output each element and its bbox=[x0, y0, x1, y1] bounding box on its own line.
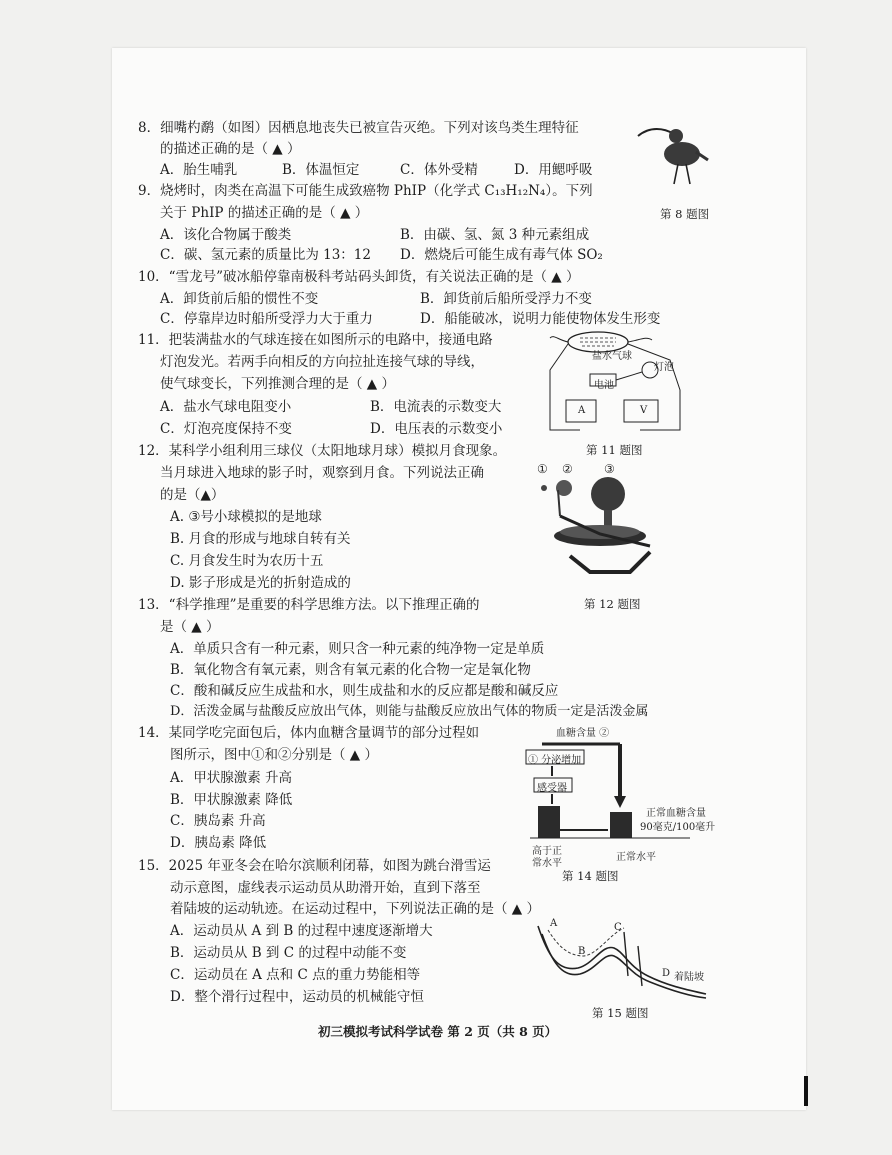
q14-fig-normal-sugar-value: 90毫克/100毫升 bbox=[640, 822, 716, 833]
point-a-label: A bbox=[550, 918, 558, 929]
q15-stem-line2: 动示意图，虚线表示运动员从助滑开始，直到下落至 bbox=[170, 880, 481, 896]
q12-option-c: C. 月食发生时为农历十五 bbox=[170, 553, 324, 569]
ball-label-3: ③ bbox=[604, 462, 615, 476]
q14-stem-line2: 图所示，图中①和②分别是（ ▲ ） bbox=[170, 747, 378, 763]
orrery-figure bbox=[530, 476, 660, 586]
q11-option-b: B．电流表的示数变大 bbox=[370, 399, 502, 415]
point-c-label: C bbox=[614, 922, 622, 933]
q14-fig-receptor-box: 感受器 bbox=[537, 783, 567, 794]
q8-stem-line2: 的描述正确的是（ ▲ ） bbox=[160, 141, 301, 157]
q15-option-a: A．运动员从 A 到 B 的过程中速度逐渐增大 bbox=[170, 923, 433, 939]
label-salt-balloon: 盐水气球 bbox=[592, 351, 632, 362]
q14-option-c: C．胰岛素 升高 bbox=[170, 813, 266, 829]
q14-caption: 第 14 题图 bbox=[562, 869, 619, 883]
q14-stem-line1: 14．某同学吃完面包后，体内血糖含量调节的部分过程如 bbox=[138, 725, 480, 741]
q9-option-b: B．由碳、氢、氮 3 种元素组成 bbox=[400, 227, 590, 243]
q10-option-a: A．卸货前后船的惯性不变 bbox=[160, 291, 319, 307]
q9-option-d: D．燃烧后可能生成有毒气体 SO₂ bbox=[400, 247, 603, 263]
label-bulb: 灯泡 bbox=[654, 362, 674, 373]
q11-caption: 第 11 题图 bbox=[586, 443, 643, 457]
q15-option-d: D．整个滑行过程中，运动员的机械能守恒 bbox=[170, 989, 424, 1005]
q9-stem-line2: 关于 PhIP 的描述正确的是（ ▲ ） bbox=[160, 205, 369, 221]
q9-stem-line1: 9．烧烤时，肉类在高温下可能生成致癌物 PhIP（化学式 C₁₃H₁₂N₄）。下列 bbox=[138, 183, 593, 199]
q10-option-c: C．停靠岸边时船所受浮力大于重力 bbox=[160, 311, 373, 327]
q13-option-a: A．单质只含有一种元素，则只含一种元素的纯净物一定是单质 bbox=[170, 641, 545, 657]
q8-option-d: D．用鳃呼吸 bbox=[514, 162, 593, 178]
q11-stem-line1: 11．把装满盐水的气球连接在如图所示的电路中，接通电路 bbox=[138, 332, 493, 348]
q10-stem: 10．“雪龙号”破冰船停靠南极科考站码头卸货，有关说法正确的是（ ▲ ） bbox=[138, 269, 580, 285]
q13-option-d: D．活泼金属与盐酸反应放出气体，则能与盐酸反应放出气体的物质一定是活泼金属 bbox=[170, 704, 649, 719]
blood-sugar-diagram bbox=[520, 730, 700, 860]
q13-option-c: C．酸和碱反应生成盐和水，则生成盐和水的反应都是酸和碱反应 bbox=[170, 683, 559, 699]
q12-stem-line1: 12．某科学小组利用三球仪（太阳地球月球）模拟月食现象。 bbox=[138, 443, 507, 459]
q8-option-c: C．体外受精 bbox=[400, 162, 478, 178]
point-d-label: D bbox=[662, 968, 671, 979]
q10-option-b: B．卸货前后船所受浮力不变 bbox=[420, 291, 592, 307]
q13-stem-line1: 13．“科学推理”是重要的科学思维方法。以下推理正确的 bbox=[138, 597, 480, 613]
q15-option-b: B．运动员从 B 到 C 的过程中动能不变 bbox=[170, 945, 407, 961]
landing-slope-label: 着陆坡 bbox=[674, 972, 704, 983]
page-footer: 初三模拟考试科学试卷 第 2 页（共 8 页） bbox=[318, 1024, 558, 1039]
ball-label-1: ① bbox=[537, 462, 548, 476]
q15-stem-line1: 15．2025 年亚冬会在哈尔滨顺利闭幕，如图为跳台滑雪运 bbox=[138, 858, 491, 874]
q8-option-b: B．体温恒定 bbox=[282, 162, 360, 178]
ball-label-2: ② bbox=[562, 462, 573, 476]
q11-stem-line3: 使气球变长，下列推测合理的是（ ▲ ） bbox=[160, 376, 395, 392]
q11-option-c: C．灯泡亮度保持不变 bbox=[160, 421, 292, 437]
q12-option-b: B. 月食的形成与地球自转有关 bbox=[170, 531, 351, 547]
q12-caption: 第 12 题图 bbox=[584, 597, 641, 611]
q14-fig-normal-level: 正常水平 bbox=[616, 852, 656, 863]
q12-option-d: D. 影子形成是光的折射造成的 bbox=[170, 575, 351, 591]
q12-option-a: A. ③号小球模拟的是地球 bbox=[170, 509, 322, 525]
q14-option-b: B．甲状腺激素 降低 bbox=[170, 792, 293, 808]
q9-option-c: C．碳、氢元素的质量比为 13：12 bbox=[160, 247, 371, 263]
q15-caption: 第 15 题图 bbox=[592, 1006, 649, 1020]
point-b-label: B bbox=[578, 946, 586, 957]
q8-caption: 第 8 题图 bbox=[660, 207, 710, 221]
q9-option-a: A．该化合物属于酸类 bbox=[160, 227, 292, 243]
q11-stem-line2: 灯泡发光。若两手向相反的方向拉扯连接气球的导线， bbox=[160, 354, 484, 370]
ammeter-symbol: A bbox=[578, 405, 586, 416]
q11-option-d: D．电压表的示数变小 bbox=[370, 421, 503, 437]
q12-stem-line3: 的是（▲） bbox=[160, 487, 225, 503]
q14-option-a: A．甲状腺激素 升高 bbox=[170, 770, 293, 786]
q14-fig-normal-sugar: 正常血糖含量 bbox=[646, 808, 706, 819]
q14-fig-top-label: 血糖含量 ② bbox=[556, 728, 610, 739]
edge-mark bbox=[804, 1076, 808, 1106]
q14-fig-high-level-1: 高于正 bbox=[532, 846, 562, 857]
voltmeter-symbol: V bbox=[640, 405, 648, 416]
q13-option-b: B．氧化物含有氧元素，则含有氧元素的化合物一定是氧化物 bbox=[170, 662, 531, 678]
q10-option-d: D．船能破冰，说明力能使物体发生形变 bbox=[420, 311, 661, 327]
q14-option-d: D．胰岛素 降低 bbox=[170, 835, 267, 851]
q8-option-a: A．胎生哺乳 bbox=[160, 162, 238, 178]
q15-stem-line3: 着陆坡的运动轨迹。在运动过程中，下列说法正确的是（ ▲ ） bbox=[170, 901, 540, 917]
q13-stem-line2: 是（ ▲ ） bbox=[160, 619, 220, 635]
q8-stem-line1: 8．细嘴杓鹬（如图）因栖息地丧失已被宣告灭绝。下列对该鸟类生理特征 bbox=[138, 120, 579, 136]
q11-option-a: A．盐水气球电阻变小 bbox=[160, 399, 292, 415]
curlew-bird-figure bbox=[630, 112, 710, 192]
label-battery: 电池 bbox=[594, 380, 614, 391]
q15-option-c: C．运动员在 A 点和 C 点的重力势能相等 bbox=[170, 967, 421, 983]
q12-stem-line2: 当月球进入地球的影子时，观察到月食。下列说法正确 bbox=[160, 465, 484, 481]
q14-fig-high-level-2: 常水平 bbox=[532, 858, 562, 869]
q14-fig-secretion-box: ① 分泌增加 bbox=[528, 755, 582, 766]
